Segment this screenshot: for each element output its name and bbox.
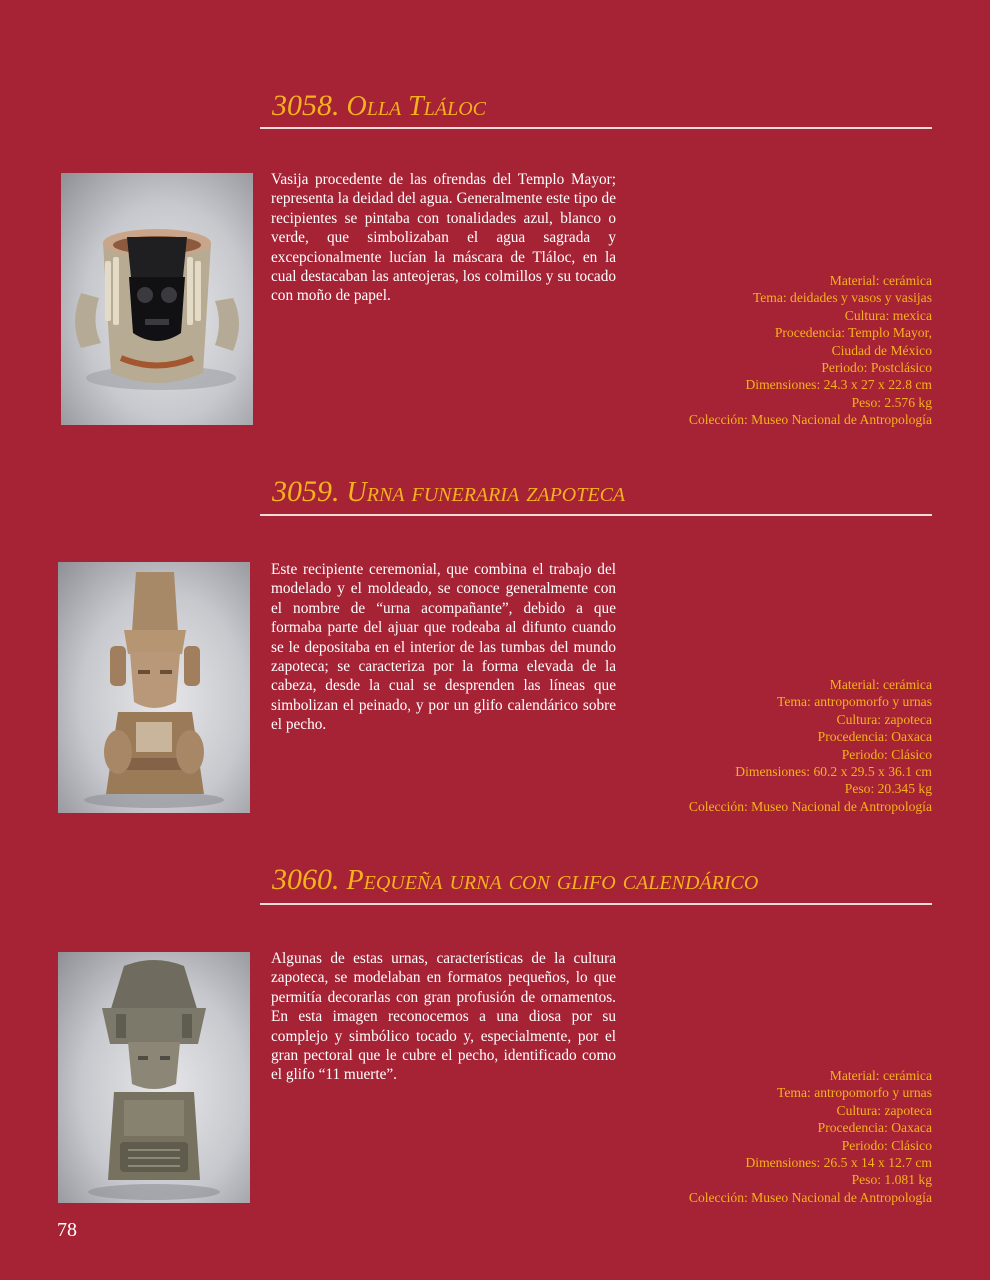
entry-title: Pequeña urna con glifo calendárico [346,865,759,896]
spec-periodo: Periodo: Postclásico [821,360,932,376]
entry-title: Olla Tláloc [346,91,487,122]
entry-description: Este recipiente ceremonial, que combina el trabajo del modelado y el moldeado, se conoce generalmente con el nombre de “urna acompañante”, debido a que formaba parte del ajuar que rodeaba al difunto cuando se le depositaba en el interior de las tumbas del mundo zapoteca; se caracteriza por la forma elevada de la cabeza, desde la cual se desprenden las líneas que simbolizan el peinado, y por un glifo calendárico sobre el pecho. [271,561,616,734]
entry-number: 3058. [272,89,340,122]
spec-cultura: Cultura: zapoteca [836,1102,932,1118]
entry-heading-3059 [272,476,625,509]
spec-procedencia: Procedencia: Templo Mayor, [774,325,932,341]
spec-procedencia: Procedencia: Oaxaca [817,1120,932,1136]
spec-procedencia-cont: Ciudad de México [831,342,932,358]
spec-material: Material: cerámica [829,273,932,288]
spec-procedencia: Procedencia: Oaxaca [817,729,932,745]
spec-coleccion: Colección: Museo Nacional de Antropología [688,412,932,428]
spec-dimensiones: Dimensiones: 60.2 x 29.5 x 36.1 cm [735,764,932,780]
spec-coleccion: Colección: Museo Nacional de Antropología [688,1189,932,1205]
small-urn-image [58,952,250,1203]
zapotec-urn-image [58,562,250,813]
page-number: 78 [57,1219,77,1241]
heading-rule [260,903,932,905]
spec-periodo: Periodo: Clásico [841,746,932,762]
spec-material: Material: cerámica [829,677,932,692]
entry-heading-3058 [272,90,486,123]
spec-coleccion: Colección: Museo Nacional de Antropología [688,798,932,814]
entry-number: 3060. [272,863,340,896]
entry-title: Urna funeraria zapoteca [346,477,626,508]
spec-material: Material: cerámica [829,1068,932,1083]
tlaloc-vessel-image [61,173,253,425]
entry-specs [632,1067,932,1206]
photo-pequena-urna [58,952,250,1203]
entry-specs [632,272,932,429]
spec-tema: Tema: deidades y vasos y vasijas [752,290,932,306]
entry-heading-3060 [272,864,758,897]
entry-specs [632,676,932,815]
heading-rule [260,127,932,129]
photo-olla-tlaloc [61,173,253,425]
entry-description: Vasija procedente de las ofrendas del Templo Mayor; representa la deidad del agua. Generalmente este tipo de recipientes se pintaba con tonalidades azul, blanco o verde, que simbolizaban el agua sagrada y excepcionalmente lucían la máscara de Tláloc, en la cual destacaban las anteojeras, los colmillos y su tocado con moño de papel. [271,171,616,305]
heading-rule [260,514,932,516]
spec-tema: Tema: antropomorfo y urnas [777,1085,932,1101]
spec-peso: Peso: 1.081 kg [851,1172,932,1188]
spec-peso: Peso: 20.345 kg [844,781,932,797]
spec-dimensiones: Dimensiones: 24.3 x 27 x 22.8 cm [745,377,932,393]
spec-cultura: Cultura: zapoteca [836,711,932,727]
photo-urna-funeraria [58,562,250,813]
spec-cultura: Cultura: mexica [844,307,932,323]
entry-description: Algunas de estas urnas, características de la cultura zapoteca, se modelaban en formatos pequeños, lo que permitía decorarlas con gran profusión de ornamentos. En esta imagen reconocemos a una diosa por su complejo y simbólico tocado y, especialmente, por el gran pectoral que le cubre el pecho, identificado como el glifo “11 muerte”. [271,950,616,1084]
entry-number: 3059. [272,475,340,508]
spec-periodo: Periodo: Clásico [841,1137,932,1153]
spec-peso: Peso: 2.576 kg [851,394,932,410]
spec-tema: Tema: antropomorfo y urnas [777,694,932,710]
spec-dimensiones: Dimensiones: 26.5 x 14 x 12.7 cm [745,1155,932,1171]
